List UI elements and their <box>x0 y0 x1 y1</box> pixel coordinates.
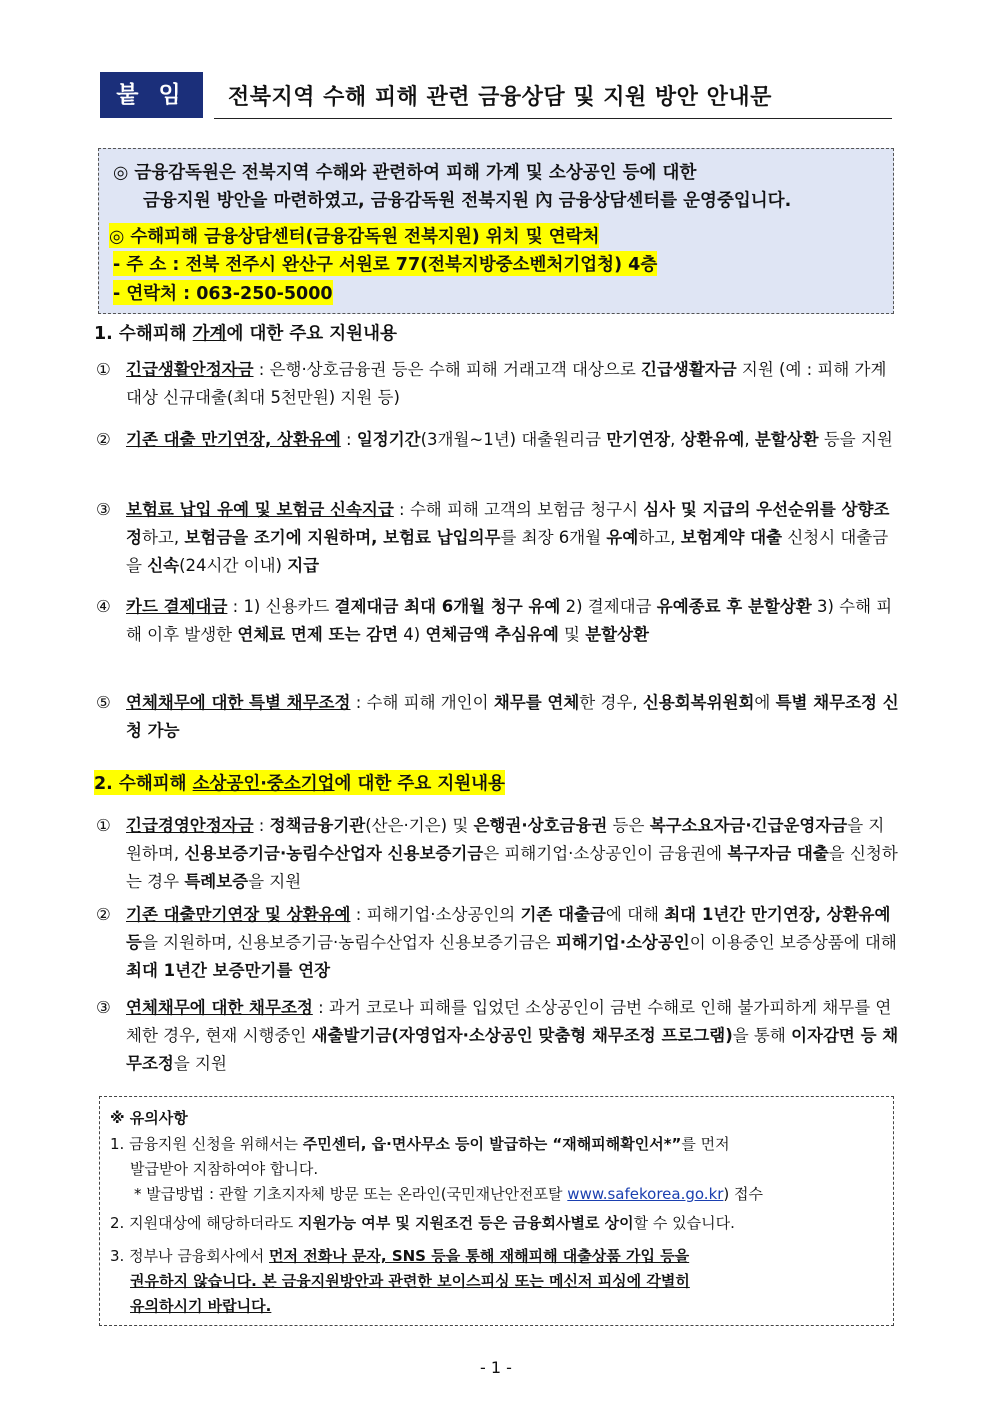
caution-title: ※ 유의사항 <box>110 1109 188 1127</box>
caution-item-3-line-3: 유의하시기 바랍니다. <box>130 1297 272 1315</box>
caution-note: * 발급방법 : 관할 기초지자체 방문 또는 온라인(국민재난안전포탈 www.safekorea.go.kr) 접수 <box>134 1185 764 1203</box>
section-1-heading: 1. 수해피해 가계에 대한 주요 지원내용 <box>94 324 397 344</box>
section-2-emphasis: 소상공인·중소기업 <box>192 774 335 794</box>
caution-item-1-line-2: 발급받아 지참하여야 합니다. <box>130 1160 319 1178</box>
document-header <box>100 72 892 120</box>
notice-box <box>98 148 894 314</box>
center-heading: ◎ 수해피해 금융상담센터(금융감독원 전북지원) 위치 및 연락처 <box>109 223 599 248</box>
title-underline <box>214 118 892 119</box>
caution-item-3-line-2: 권유하지 않습니다. 본 금융지원방안과 관련한 보이스피싱 또는 메신저 피싱에 각별히 <box>130 1272 690 1290</box>
s1-item-5: ⑤ 연체채무에 대한 특별 채무조정 : 수해 피해 개인이 채무를 연체한 경우, 신용회복위원회에 특별 채무조정 신청 가능 <box>96 693 899 740</box>
s1-item-4: ④ 카드 결제대금 : 1) 신용카드 결제대금 최대 6개월 청구 유예 2) 결제대금 유예종료 후 분할상환 3) 수해 피해 이후 발생한 연체료 면제 또는 감면 4) 연체금액 추심유예 및 분할상환 <box>96 597 893 644</box>
caution-item-1: 1. 금융지원 신청을 위해서는 주민센터, 읍·면사무소 등이 발급하는 “재해피해확인서*”를 먼저 <box>110 1135 730 1153</box>
section-1-emphasis: 가계 <box>192 324 227 344</box>
s1-item-1: ① 긴급생활안정자금 : 은행·상호금융권 등은 수해 피해 거래고객 대상으로 긴급생활자금 지원 (예 : 피해 가계 대상 신규대출(최대 5천만원) 지원 등) <box>96 360 887 407</box>
caution-box <box>99 1096 894 1326</box>
caution-item-3: 3. 정부나 금융회사에서 먼저 전화나 문자, SNS 등을 통해 재해피해 대출상품 가입 등을 <box>110 1247 690 1265</box>
notice-line-1: ◎ 금융감독원은 전북지역 수해와 관련하여 피해 가계 및 소상공인 등에 대한 <box>113 163 697 183</box>
s2-item-1: ① 긴급경영안정자금 : 정책금융기관(산은·기은) 및 은행권·상호금융권 등은 복구소요자금·긴급운영자금을 지원하며, 신용보증기금·농림수산업자 신용보증기금은 피해기업·소상공인이 금융권에 복구자금 대출을 신청하는 경우 특례보증을 지원 <box>96 816 898 891</box>
s2-item-3: ③ 연체채무에 대한 채무조정 : 과거 코로나 피해를 입었던 소상공인이 금번 수해로 인해 불가피하게 채무를 연체한 경우, 현재 시행중인 새출발기금(자영업자·소상공인 맞춤형 채무조정 프로그램)을 통해 이자감면 등 채무조정을 지원 <box>96 998 899 1073</box>
s1-item-3: ③ 보험료 납입 유예 및 보험금 신속지급 : 수해 피해 고객의 보험금 청구시 심사 및 지급의 우선순위를 상향조정하고, 보험금을 조기에 지원하며, 보험료 납입의무를 최장 6개월 유예하고, 보험계약 대출 신청시 대출금을 신속(24시간 이내) 지급 <box>96 500 890 575</box>
caution-item-2: 2. 지원대상에 해당하더라도 지원가능 여부 및 지원조건 등은 금융회사별로 상이할 수 있습니다. <box>110 1214 735 1232</box>
center-address: - 주 소 : 전북 전주시 완산구 서원로 77(전북지방중소벤처기업청) 4층 <box>113 251 657 276</box>
section-2-heading: 2. 수해피해 소상공인·중소기업에 대한 주요 지원내용 <box>94 770 505 795</box>
document-title: 전북지역 수해 피해 관련 금융상담 및 지원 방안 안내문 <box>228 85 772 110</box>
s1-item-2: ② 기존 대출 만기연장, 상환유예 : 일정기간(3개월~1년) 대출원리금 만기연장, 상환유예, 분할상환 등을 지원 <box>96 430 893 449</box>
page-number: - 1 - <box>480 1358 512 1377</box>
center-phone: - 연락처 : 063-250-5000 <box>113 280 333 305</box>
attachment-badge: 붙 임 <box>100 72 203 118</box>
s2-item-2: ② 기존 대출만기연장 및 상환유예 : 피해기업·소상공인의 기존 대출금에 대해 최대 1년간 만기연장, 상환유예 등을 지원하며, 신용보증기금·농림수산업자 신용보증기금은 피해기업·소상공인이 이용중인 보증상품에 대해 최대 1년간 보증만기를 연장 <box>96 905 897 980</box>
notice-line-2: 금융지원 방안을 마련하였고, 금융감독원 전북지원 內 금융상담센터를 운영중입니다. <box>143 191 792 211</box>
safekorea-link[interactable]: www.safekorea.go.kr <box>567 1185 724 1203</box>
